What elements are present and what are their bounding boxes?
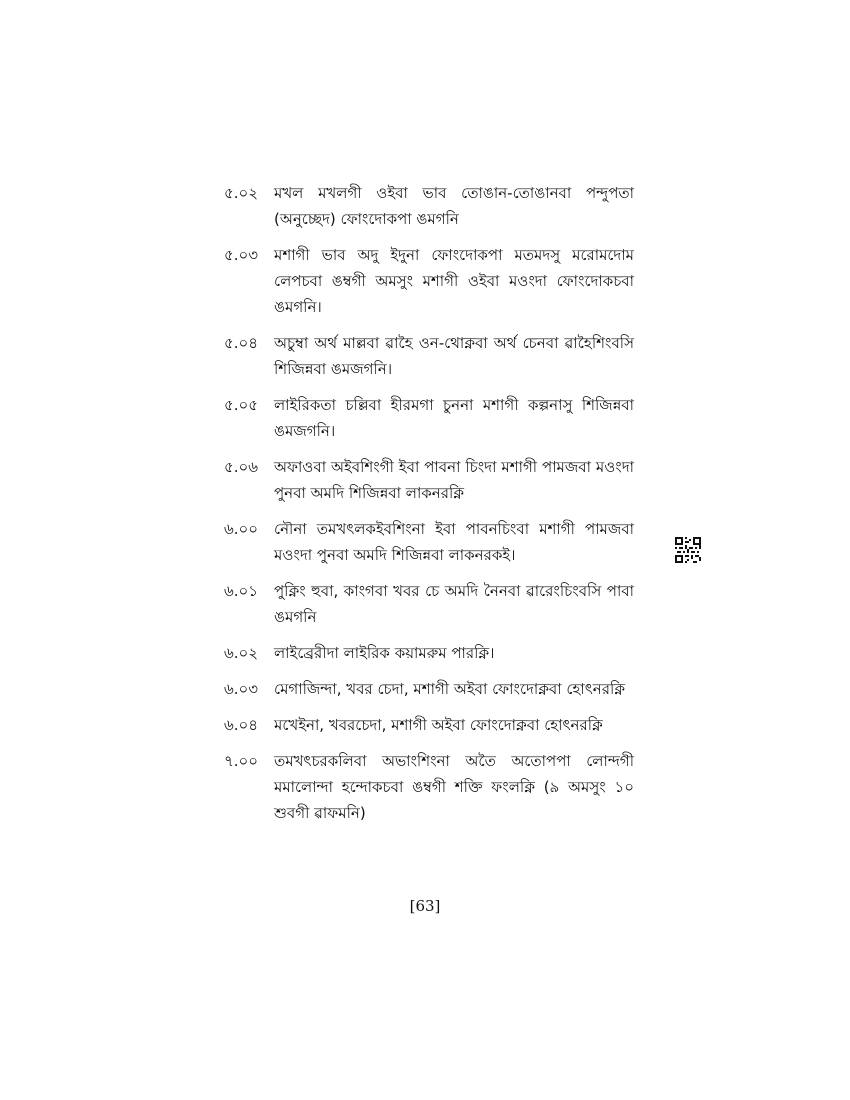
list-item <box>224 392 634 444</box>
item-text: মশাগী ভাব অদু ইদুনা ফোংদোকপা মতমদসু মরোমদোম লেপচবা ঙম্বগী অমসুং মশাগী ওইবা মওংদা ফোংদোকচবা ঙমগনি। <box>274 246 634 316</box>
item-text: লাইব্রেরীদা লাইরিক কয়ামরুম পারক্নি। <box>274 644 495 662</box>
list-item <box>224 578 634 630</box>
item-text: মখেইনা, খবরচেদা, মশাগী অইবা ফোংদোক্নবা হোৎনরক্নি <box>274 716 603 734</box>
list-item <box>224 748 634 826</box>
list-item <box>224 676 634 702</box>
item-number: ৫.০২ <box>224 184 259 202</box>
item-number: ৬.০০ <box>224 520 259 538</box>
qr-code-icon <box>675 537 701 563</box>
page-number: [63] <box>409 897 441 915</box>
list-item <box>224 712 634 738</box>
list-item <box>224 454 634 506</box>
item-text: মেগাজিন্দা, খবর চেদা, মশাগী অইবা ফোংদোক্নবা হোৎনরক্নি <box>274 680 625 698</box>
item-number: ৬.০১ <box>224 582 259 600</box>
list-item <box>224 330 634 382</box>
list-item <box>224 516 634 568</box>
item-number: ৬.০৪ <box>224 716 259 734</box>
item-number: ৬.০২ <box>224 644 259 662</box>
item-number: ৫.০৫ <box>224 396 258 414</box>
item-number: ৬.০৩ <box>224 680 259 698</box>
item-text: তমখৎচরকলিবা অভাংশিংনা অতৈ অতোপপা লোন্দগী মমালোন্দা হন্দোকচবা ঙম্বগী শক্তি ফংলক্নি (৯ অমসুং ১০ শুবগী ৱাফমনি) <box>274 752 634 822</box>
item-text: অফাওবা অইবশিংগী ইবা পাবনা চিংদা মশাগী পামজবা মওংদা পুনবা অমদি শিজিন্নবা লাকনরক্নি <box>274 458 634 502</box>
document-body <box>224 180 634 836</box>
item-number: ৫.০৪ <box>224 334 258 352</box>
item-number: ৭.০০ <box>224 752 259 770</box>
item-text: অচুম্বা অর্থ মাল্লবা ৱাহৈ ওন-থোক্নবা অর্থ চেনবা ৱাহৈশিংবসি শিজিন্নবা ঙমজগনি। <box>274 334 634 378</box>
item-text: নৌনা তমখৎলকইবশিংনা ইবা পাবনচিংবা মশাগী পামজবা মওংদা পুনবা অমদি শিজিন্নবা লাকনরকই। <box>274 520 634 564</box>
item-number: ৫.০৩ <box>224 246 259 264</box>
item-text: পুক্নিং হুবা, কাংগবা খবর চে অমদি নৈনবা ৱারেংচিংবসি পাবা ঙমগনি <box>274 582 634 626</box>
list-item <box>224 242 634 320</box>
item-number: ৫.০৬ <box>224 458 259 476</box>
list-item <box>224 180 634 232</box>
item-text: লাইরিকতা চল্লিবা হীরমগা চুননা মশাগী কল্পনাসু শিজিন্নবা ঙমজগনি। <box>274 396 634 440</box>
list-item <box>224 640 634 666</box>
item-text: মখল মখলগী ওইবা ভাব তোঙান-তোঙানবা পন্দুপতা (অনুচ্ছেদ) ফোংদোকপা ঙমগনি <box>274 184 634 228</box>
